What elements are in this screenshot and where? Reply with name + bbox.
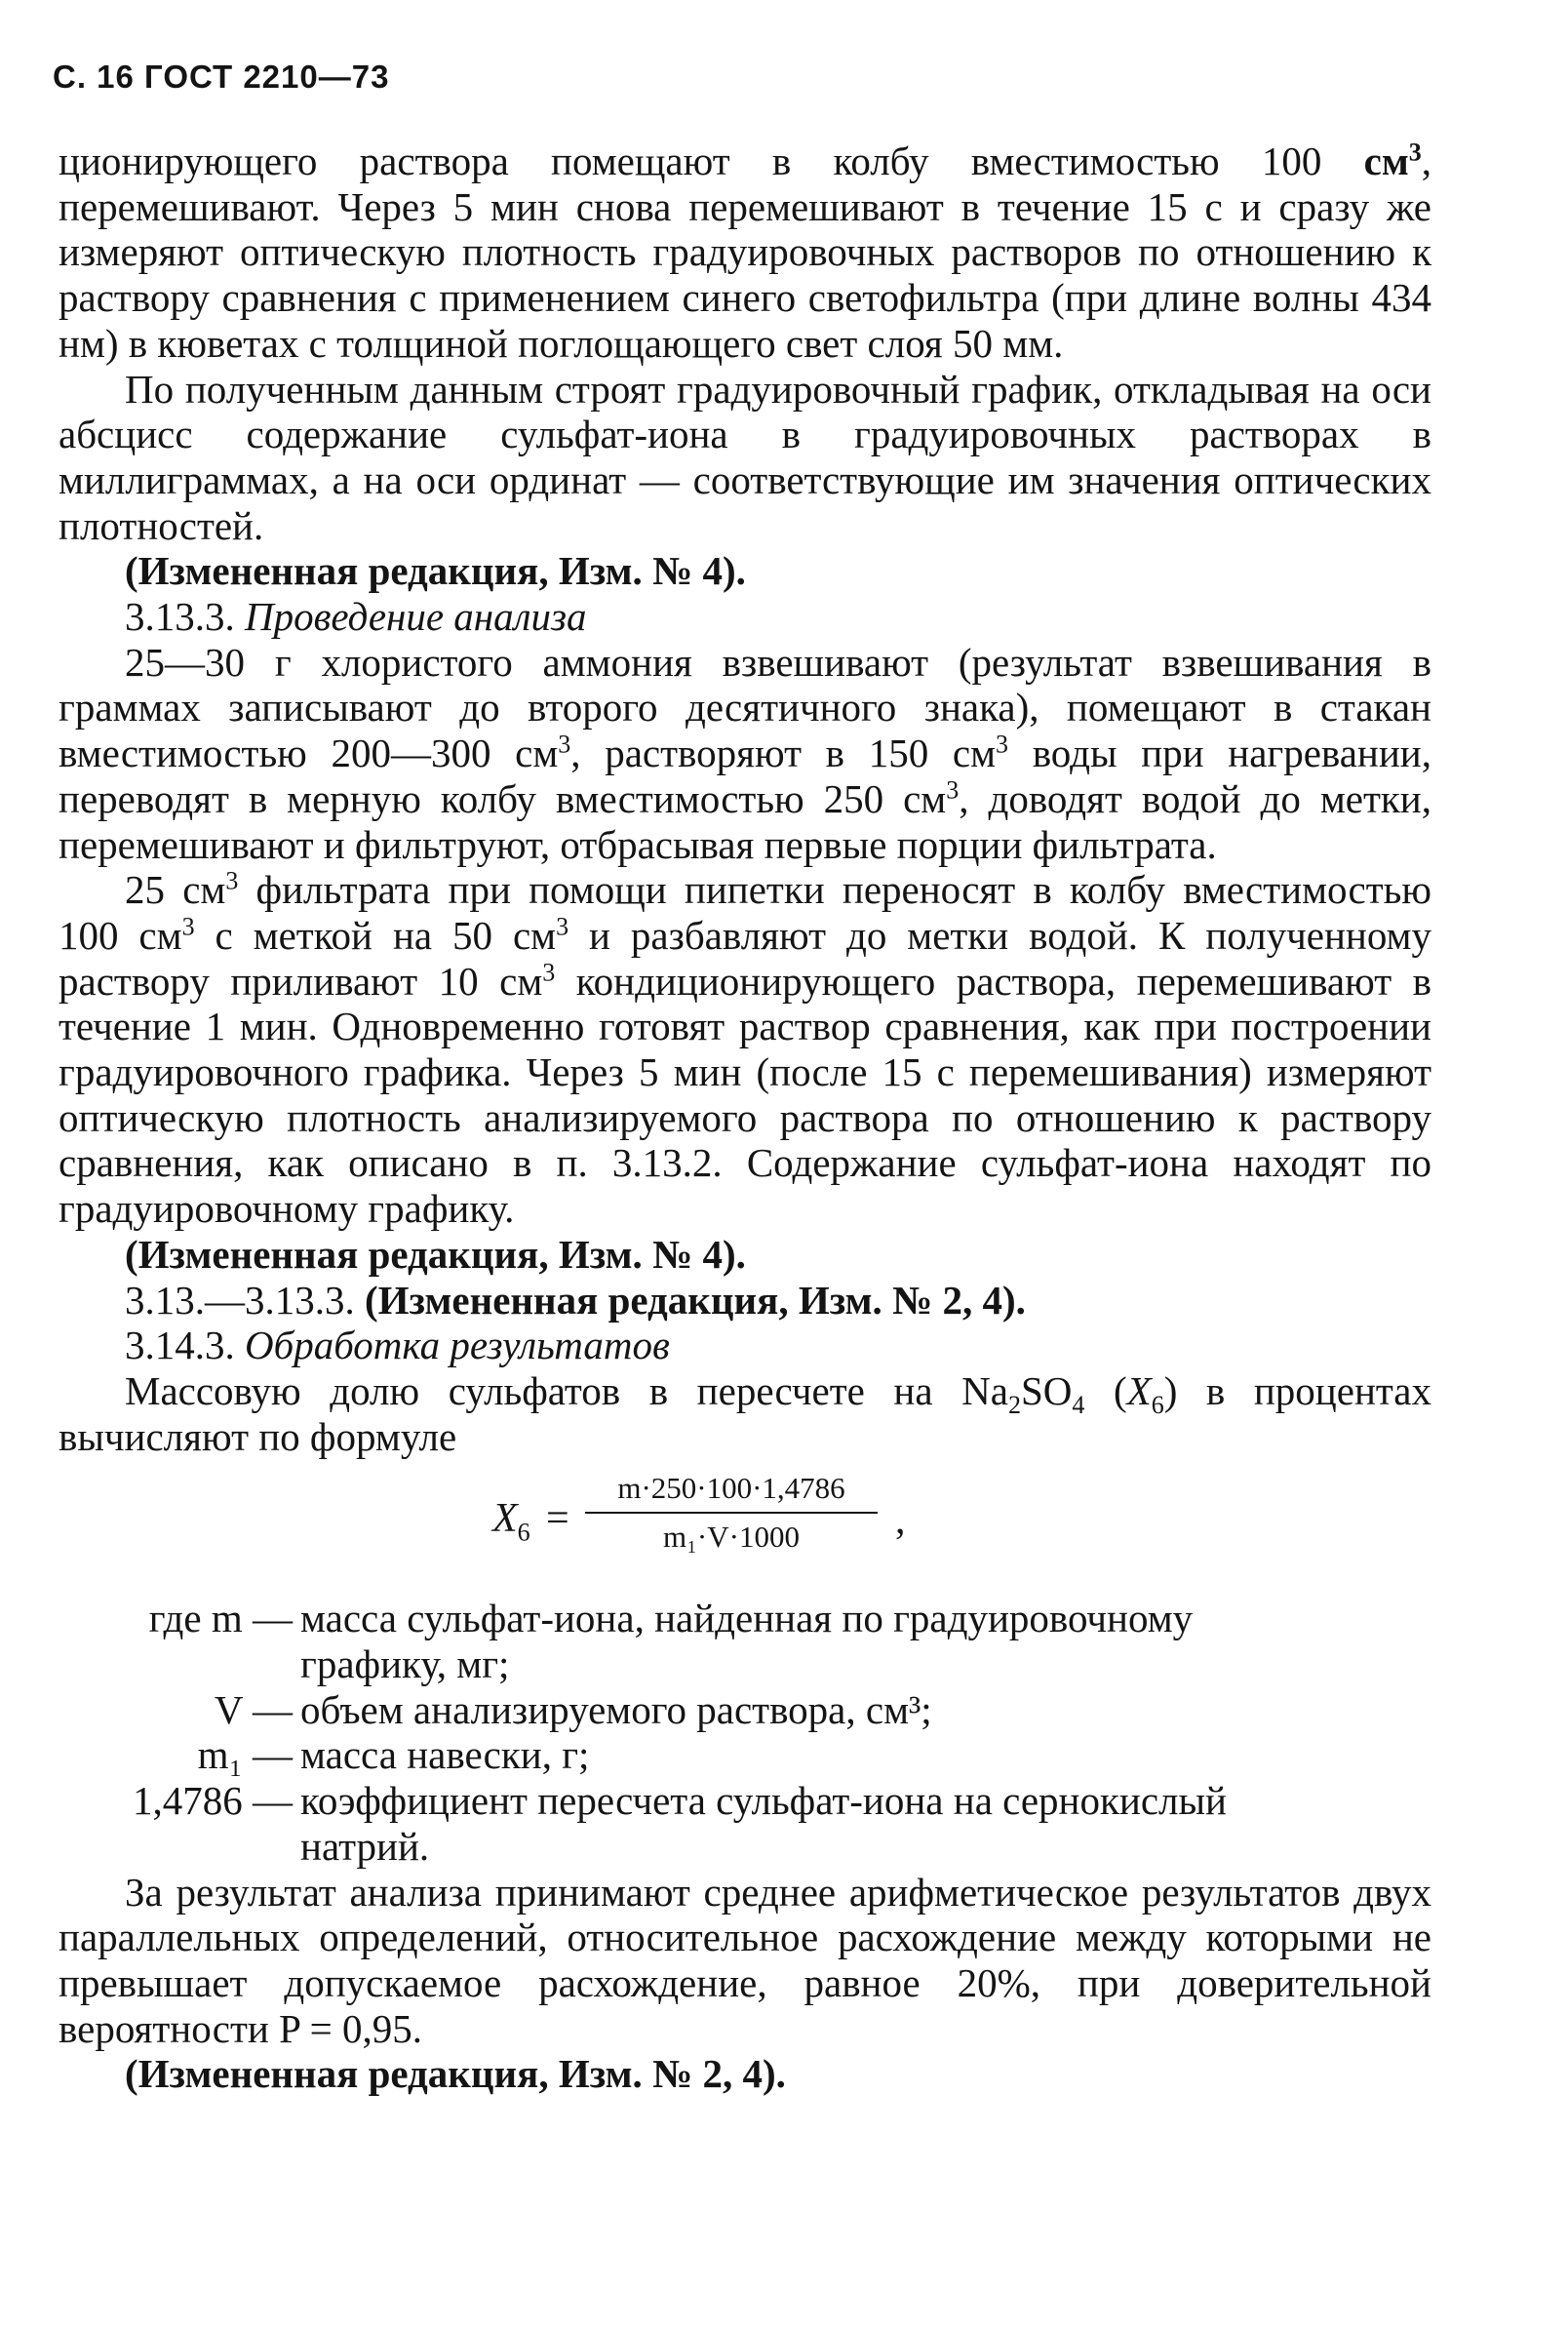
amendment-note-2: (Измененная редакция, Изм. № 4). xyxy=(125,1231,746,1277)
page-header: С. 16 ГОСТ 2210—73 xyxy=(53,59,390,95)
formula-numerator: m·250·100·1,4786 xyxy=(617,1471,845,1506)
definition-item: V — объем анализируемого раствора, см³; xyxy=(214,1686,932,1732)
paragraph-sample-prep: 25—30 г хлористого аммония взвешивают (результат взвешивания в граммах записывают до второго десятичного знака), помещают в стакан вместимостью 200—300 $см^3$, растворяют в 150 $см^3$ воды при нагревании, переводят в мерную колбу вместимостью 250 $см^3$, доводят водой до метки, перемешивают и фильтруют, отбрасывая первые порции фильтрата. xyxy=(59,639,1431,867)
body-text xyxy=(59,138,1431,2097)
section-number: 3.13.3. xyxy=(125,594,235,640)
section-heading-analysis xyxy=(59,594,1431,640)
paragraph-result-criteria: За результат анализа принимают среднее арифметическое результатов двух параллельных определений, относительное расхождение между которыми не превышает допускаемое расхождение, равное 20%, при доверительной вероятности P = 0,95. xyxy=(59,1869,1431,2051)
formula-comma: , xyxy=(895,1498,906,1544)
amendment-range: 3.13.—3.13.3. (Измененная редакция, Изм. № 2, 4). xyxy=(125,1277,1026,1323)
formula-denominator: m₁·V·1000 xyxy=(663,1520,800,1555)
paragraph-filtrate-measure: 25 $см^3$ фильтрата при помощи пипетки переносят в колбу вместимостью 100 $см^3$ с меткой на 50 $см^3$ и разбавляют до метки водой. К полученному раствору приливают 10 $см^3$ кондиционирующего раствора, перемешивают в течение 1 мин. Одновременно готовят раствор сравнения, как при построении градуировочного графика. Через 5 мин (после 15 с перемешивания) измеряют оптическую плотность анализируемого раствора по отношению к раствору сравнения, как описано в п. 3.13.2. Содержание сульфат-иона находят по градуировочному графику. xyxy=(59,866,1432,1232)
paragraph-calibration-graph: По полученным данным строят градуировочный график, откладывая на оси абсцисс содержание сульфат-иона в градуировочных растворах в миллиграммах, а на оси ординат — соответствующие им значения оптических плотностей. xyxy=(59,366,1431,548)
formula-fraction xyxy=(585,1469,878,1557)
section-number: 3.14.3. xyxy=(125,1323,235,1368)
section-title: Обработка результатов xyxy=(245,1323,670,1368)
definition-item: m₁ — масса навески, г; xyxy=(197,1732,590,1778)
definition-item: где m — масса сульфат-иона, найденная по градуировочному xyxy=(148,1596,1194,1641)
definitions-list xyxy=(59,1596,1431,1869)
paragraph-calibration-measure xyxy=(59,138,1431,367)
unit-cm3: $см^3$ xyxy=(1363,138,1422,183)
paragraph-formula-intro: Массовую долю сульфатов в пересчете на $Na_2SO_4$ $(X_6)$ в процентах вычисляют по формуле xyxy=(59,1367,1432,1459)
amendment-note-3: (Измененная редакция, Изм. № 2, 4). xyxy=(125,2051,786,2097)
definition-item: 1,4786 — коэффициент пересчета сульфат-иона на сернокислый xyxy=(133,1778,1227,1824)
formula-lhs: $X_6$ xyxy=(492,1496,530,1547)
text-run: , перемешивают. Через 5 мин снова перемешивают в течение 15 с и сразу же измеряют оптическую плотность градуировочных растворов по отношению к раствору сравнения с применением синего светофильтра (при длине волны 434 нм) в кюветах с толщиной поглощающего свет слоя 50 мм. xyxy=(59,138,1431,366)
section-heading-results xyxy=(59,1323,1431,1368)
definition-continuation: графику, мг; xyxy=(300,1641,510,1687)
section-title: Проведение анализа xyxy=(245,594,587,640)
formula-equals: = xyxy=(546,1496,569,1542)
definition-continuation: натрий. xyxy=(300,1823,430,1869)
formula-x6 xyxy=(59,1469,1431,1582)
text-run: ционирующего раствора помещают в колбу вместимостью 100 xyxy=(59,138,1322,183)
fraction-bar xyxy=(585,1512,878,1514)
amendment-note-1: (Измененная редакция, Изм. № 4). xyxy=(125,548,746,594)
